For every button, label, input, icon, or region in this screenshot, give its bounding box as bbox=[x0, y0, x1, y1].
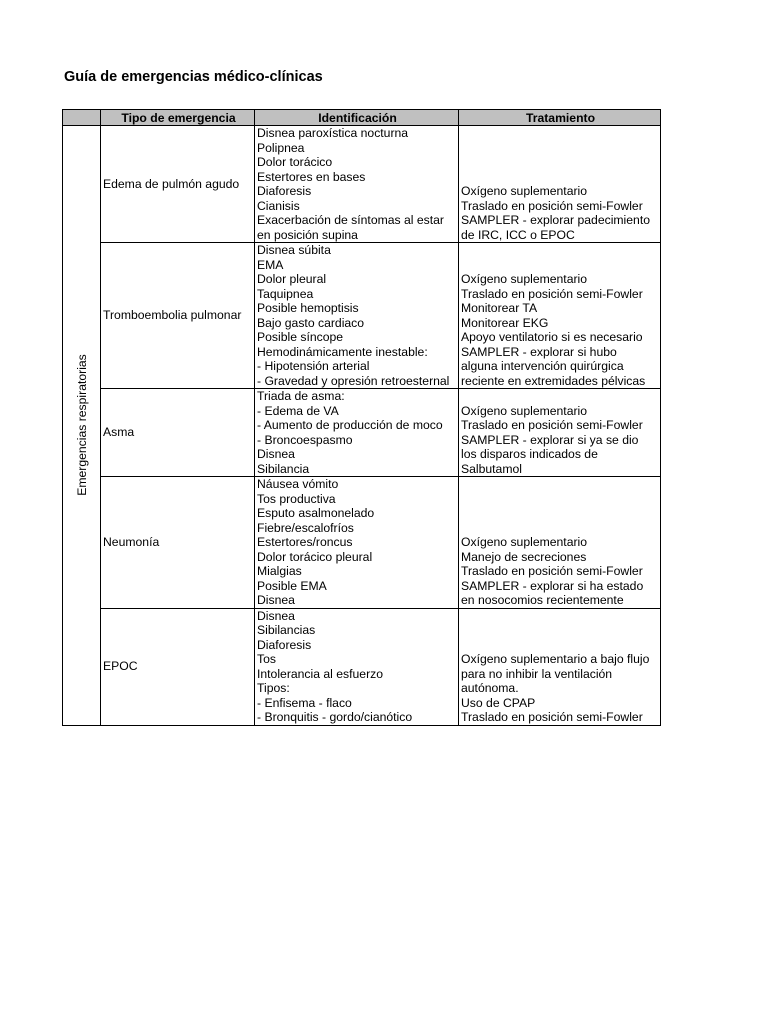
identification-line: Tos productiva bbox=[257, 491, 336, 506]
identification-line: Dolor torácico pleural bbox=[257, 549, 373, 564]
treatment-line: Oxígeno suplementario bbox=[461, 403, 588, 418]
table-row bbox=[63, 608, 661, 725]
identification-line: Disnea bbox=[257, 608, 295, 623]
identification-line: - Hipotensión arterial bbox=[257, 359, 370, 373]
identification-line: Esputo asalmonelado bbox=[257, 506, 375, 520]
identification-line: Disnea súbita bbox=[257, 243, 331, 257]
identification-line: Tos bbox=[257, 652, 276, 666]
emergency-guide-table bbox=[62, 109, 661, 726]
table-row bbox=[63, 126, 661, 243]
treatment-line: SAMPLER - explorar si hubo bbox=[461, 344, 617, 359]
table-row bbox=[63, 243, 661, 389]
identification-line: Triada de asma: bbox=[257, 389, 345, 403]
emergency-type: Neumonía bbox=[101, 477, 255, 609]
identification-line: Posible síncope bbox=[257, 330, 344, 344]
identification-line: Cianisis bbox=[257, 198, 300, 213]
treatment-line: para no inhibir la ventilación bbox=[461, 666, 613, 681]
treatment-line: Apoyo ventilatorio si es necesario bbox=[461, 330, 643, 344]
identification-line: Taquipnea bbox=[257, 286, 314, 301]
identification-line: Náusea vómito bbox=[257, 477, 339, 491]
identification-line: Estertores/roncus bbox=[257, 535, 353, 549]
identification-line: en posición supina bbox=[257, 227, 358, 242]
identification-line: Disnea bbox=[257, 593, 295, 607]
identification-line: - Enfisema - flaco bbox=[257, 695, 352, 710]
identification-cell bbox=[255, 608, 459, 725]
treatment-cell bbox=[459, 126, 661, 243]
header-row bbox=[63, 110, 661, 126]
identification-line: Mialgias bbox=[257, 564, 302, 578]
treatment-line: SAMPLER - explorar si ha estado bbox=[461, 578, 644, 593]
treatment-line: Traslado en posición semi-Fowler bbox=[461, 564, 643, 578]
identification-line: Sibilancia bbox=[257, 461, 310, 476]
treatment-line: SAMPLER - explorar si ya se dio bbox=[461, 432, 639, 447]
treatment-line: los disparos indicados de bbox=[461, 447, 598, 461]
treatment-line: reciente en extremidades pélvicas bbox=[461, 373, 646, 388]
identification-line: - Edema de VA bbox=[257, 403, 339, 418]
treatment-cell bbox=[459, 243, 661, 389]
identification-line: EMA bbox=[257, 257, 284, 272]
identification-cell bbox=[255, 126, 459, 243]
identification-cell bbox=[255, 477, 459, 609]
identification-cell bbox=[255, 389, 459, 477]
identification-cell bbox=[255, 243, 459, 389]
header-category bbox=[63, 110, 101, 126]
treatment-cell bbox=[459, 389, 661, 477]
identification-line: Estertores en bases bbox=[257, 169, 366, 184]
identification-line: - Bronquitis - gordo/cianótico bbox=[257, 710, 413, 724]
treatment-line: autónoma. bbox=[461, 681, 519, 695]
treatment-line: alguna intervención quirúrgica bbox=[461, 359, 624, 373]
treatment-line: Salbutamol bbox=[461, 461, 522, 476]
treatment-cell bbox=[459, 608, 661, 725]
treatment-line: Traslado en posición semi-Fowler bbox=[461, 286, 643, 301]
treatment-line: SAMPLER - explorar padecimiento bbox=[461, 213, 650, 227]
table-row bbox=[63, 389, 661, 477]
treatment-line: en nosocomios recientemente bbox=[461, 593, 624, 607]
identification-line: Exacerbación de síntomas al estar bbox=[257, 213, 444, 227]
emergency-type: EPOC bbox=[101, 608, 255, 725]
header-identification: Identificación bbox=[255, 110, 459, 126]
identification-line: Diaforesis bbox=[257, 184, 312, 198]
identification-line: Dolor torácico bbox=[257, 155, 333, 169]
header-type: Tipo de emergencia bbox=[101, 110, 255, 126]
identification-line: Polipnea bbox=[257, 140, 305, 155]
treatment-line: de IRC, ICC o EPOC bbox=[461, 227, 575, 242]
identification-line: Sibilancias bbox=[257, 623, 316, 637]
identification-line: Disnea bbox=[257, 447, 295, 461]
emergency-type: Asma bbox=[101, 389, 255, 477]
treatment-line: Monitorear TA bbox=[461, 301, 538, 315]
treatment-line: Traslado en posición semi-Fowler bbox=[461, 710, 643, 724]
identification-line: - Broncoespasmo bbox=[257, 432, 353, 447]
identification-line: Tipos: bbox=[257, 681, 290, 695]
identification-line: Posible hemoptisis bbox=[257, 301, 359, 315]
identification-line: Fiebre/escalofríos bbox=[257, 520, 354, 535]
treatment-line: Traslado en posición semi-Fowler bbox=[461, 198, 643, 213]
identification-line: Dolor pleural bbox=[257, 272, 327, 286]
identification-line: Diaforesis bbox=[257, 637, 312, 652]
treatment-line: Traslado en posición semi-Fowler bbox=[461, 418, 643, 432]
treatment-line: Uso de CPAP bbox=[461, 695, 536, 710]
table-row bbox=[63, 477, 661, 609]
emergency-type: Tromboembolia pulmonar bbox=[101, 243, 255, 389]
treatment-cell bbox=[459, 477, 661, 609]
treatment-line: Oxígeno suplementario a bajo flujo bbox=[461, 652, 650, 666]
identification-line: - Aumento de producción de moco bbox=[257, 418, 443, 432]
treatment-line: Monitorear EKG bbox=[461, 315, 549, 330]
identification-line: - Gravedad y opresión retroesternal bbox=[257, 373, 450, 388]
treatment-line: Manejo de secreciones bbox=[461, 549, 587, 564]
identification-line: Hemodinámicamente inestable: bbox=[257, 344, 428, 359]
identification-line: Bajo gasto cardiaco bbox=[257, 315, 365, 330]
identification-line: Disnea paroxística nocturna bbox=[257, 126, 409, 140]
category-cell bbox=[63, 126, 101, 726]
treatment-line: Oxígeno suplementario bbox=[461, 272, 588, 286]
identification-line: Posible EMA bbox=[257, 578, 327, 593]
page-title: Guía de emergencias médico-clínicas bbox=[64, 69, 323, 85]
treatment-line: Oxígeno suplementario bbox=[461, 184, 588, 198]
header-treatment: Tratamiento bbox=[459, 110, 661, 126]
treatment-line: Oxígeno suplementario bbox=[461, 535, 588, 549]
emergency-type: Edema de pulmón agudo bbox=[101, 126, 255, 243]
category-label: Emergencias respiratorias bbox=[74, 354, 89, 497]
identification-line: Intolerancia al esfuerzo bbox=[257, 666, 384, 681]
